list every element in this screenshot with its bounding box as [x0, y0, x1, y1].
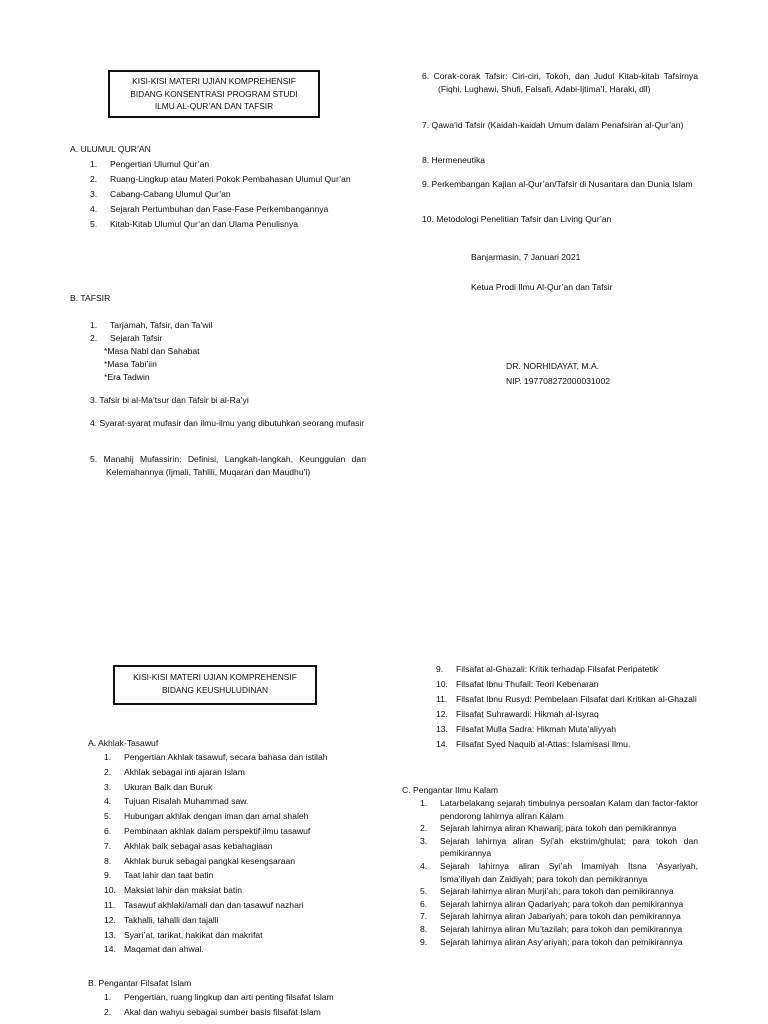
document-page-2 [0, 640, 768, 1024]
title-line: KISI-KISI MATERI UJIAN KOMPREHENSIF [132, 76, 296, 86]
section-b-filsafat-islam [88, 977, 368, 1019]
list-item: 4. Sejarah lahirnya aliran Syi’ah Imamiyah Itsna ‘Asyariyah, Isma’iliyah dan Zaidiyah; para tokoh dan pemikirannya [420, 860, 698, 884]
section-heading: B. Pengantar Filsafat Islam [88, 978, 192, 988]
list-item: 3. Cabang-Cabang Ulumul Qur’an [90, 189, 231, 199]
list-item: 2. Akal dan wahyu sebagai sumber basis filsafat Islam [104, 1006, 321, 1017]
akhlak-list [104, 751, 368, 956]
section-c-ilmu-kalam [402, 784, 698, 948]
list-item: 12. Filsafat Suhrawardi: Hikmah al-Isyraq [436, 709, 599, 719]
list-item: 10. Filsafat Ibnu Thufail: Teori Kebenaran [436, 679, 599, 689]
list-item: 6. Sejarah lahirnya aliran Qadariyah; para tokoh dan pemikirannya [420, 898, 684, 909]
section-b-tafsir [70, 292, 366, 384]
list-item: 14. Filsafat Syed Naquib al-Attas: Islamisasi Ilmu. [436, 739, 631, 749]
list-item: 1. Latarbelakang sejarah timbulnya persoalan Kalam dan factor-faktor pendorong lahirnya aliran Kalam [420, 798, 698, 821]
list-item: 10. Maksiat lahir dan maksiat batin [104, 885, 242, 896]
section-heading: C. Pengantar Ilmu Kalam [402, 785, 499, 795]
filsafat-list-continued [418, 663, 700, 751]
signatory-role: Ketua Prodi Ilmu Al-Qur’an dan Tafsir [471, 282, 613, 292]
signatory-name: DR. NORHIDAYAT, M.A. [506, 361, 600, 371]
list-item: 5. Hubungan akhlak dengan iman dan amal shaleh [104, 811, 309, 822]
list-item: 2. Akhlak sebagai inti ajaran Islam [104, 766, 245, 777]
list-item: 4. Tujuan Risalah Muhammad saw. [104, 796, 249, 807]
title-line: BIDANG KONSENTRASI PROGRAM STUDI [130, 88, 298, 99]
filsafat-list [104, 991, 368, 1019]
list-item: 1. Tarjamah, Tafsir, dan Ta’wil [90, 320, 213, 330]
section-a-akhlak-tasawuf [88, 737, 368, 956]
sub-item: *Masa Nabi dan Sahabat [104, 346, 200, 356]
section-heading: A. Akhlak-Tasawuf [88, 738, 159, 748]
tafsir-item-9: 9. Perkembangan Kajian al-Qur’an/Tafsir di Nusantara dan Dunia Islam [422, 179, 693, 189]
list-item: 5. Sejarah lahirnya aliran Murji’ah; para tokoh dan pemikirannya [420, 886, 674, 897]
tafsir-item-10: 10. Metodologi Penelitian Tafsir dan Living Qur’an [422, 214, 612, 224]
section-heading: A. ULUMUL QUR’AN [70, 144, 151, 154]
list-item: 3. Sejarah lahirnya aliran Syi’ah ekstrim/ghulat; para tokoh dan pemikirannya [420, 835, 698, 859]
list-item: 1. Pengertian, ruang lingkup dan arti penting filsafat Islam [104, 992, 334, 1002]
list-item: 1. Pengertian Ulumul Qur’an [90, 159, 210, 169]
list-item: 2. Sejarah Tafsir [90, 333, 163, 343]
tafsir-item-6: 6. Corak-corak Tafsir: Ciri-ciri, Tokoh, dan Judul Kitab-kitab Tafsirnya (Fiqhi, Lughawi, Shufi, Falsafi, Adabi-Ijtima’I, Haraki, dll) [422, 71, 698, 94]
list-item: 5. Kitab-Kitab Ulumul Qur’an dan Ulama Penulisnya [90, 219, 299, 229]
list-item: 8. Akhlak buruk sebagai pangkal kesengsaraan [104, 855, 296, 866]
list-item: 13. Syari’at, tarikat, hakikat dan makrifat [104, 929, 263, 940]
list-item: 2. Ruang-Lingkup atau Materi Pokok Pembahasan Ulumul Qur’an [90, 174, 351, 184]
list-item: 9. Sejarah lahirnya aliran Asy’ariyah; para tokoh dan pemikirannya [420, 936, 683, 947]
list-item: 2. Sejarah lahirnya aliran Khawarij; para tokoh dan pemikirannya [420, 823, 677, 834]
list-item: 7. Sejarah lahirnya aliran Jabariyah; para tokoh dan pemikirannya [420, 911, 681, 922]
page1-title-box [108, 70, 320, 118]
sub-item: *Masa Tabi’iin [104, 359, 157, 369]
list-item: 12. Takhalli, tahalli dan tajalli [104, 914, 219, 925]
tafsir-item-8: 8. Hermeneutika [422, 155, 486, 165]
title-line: KISI-KISI MATERI UJIAN KOMPREHENSIF [133, 672, 297, 682]
list-item: 6. Pembinaan akhlak dalam perspektif ilmu tasawuf [104, 825, 311, 836]
signatory-nip: NIP. 197708272000031002 [506, 376, 611, 386]
tafsir-item-5: 5. Manahij Mufassirin: Definisi, Langkah-langkah, Keunggulan dan Kelemahannya (Ijmali, Tahlili, Muqaran dan Maudhu’i) [90, 454, 366, 477]
section-heading: B. TAFSIR [70, 293, 111, 303]
sub-list [104, 345, 366, 384]
tafsir-item-7: 7. Qawa’id Tafsir (Kaidah-kaidah Umum dalam Penafsiran al-Qur’an) [422, 120, 684, 130]
tafsir-list [90, 319, 366, 345]
list-item: 11. Filsafat Ibnu Rusyd: Pembelaan Filsafat dari Kritikan al-Ghazali [436, 694, 697, 704]
list-item: 7. Akhlak baik sebagai asas kebahagiaan [104, 840, 273, 851]
list-item: 8. Sejarah lahirnya aliran Mu’tazilah; para tokoh dan pemikirannya [420, 923, 683, 934]
section-a-ulumul-quran [70, 143, 366, 231]
ulumul-list [90, 158, 366, 231]
tafsir-item-3: 3. Tafsir bi al-Ma’tsur dan Tafsir bi al-Ra’yi [90, 395, 249, 405]
place-date: Banjarmasin, 7 Januari 2021 [471, 252, 581, 262]
kalam-list [420, 797, 698, 948]
title-line: ILMU AL-QUR’AN DAN TAFSIR [154, 101, 274, 111]
page2-title-box [113, 665, 317, 705]
list-item: 3. Ukuran Baik dan Buruk [104, 781, 213, 792]
list-item: 13. Filsafat Mulla Sadra: Hikmah Muta’aliyyah [436, 724, 616, 734]
title-line: BIDANG KEUSHULUDINAN [161, 684, 269, 695]
list-item: 9. Filsafat al-Ghazali: Kritik terhadap Filsafat Peripatetik [436, 664, 659, 674]
list-item: 4. Sejarah Pertumbuhan dan Fase-Fase Perkembangannya [90, 204, 329, 214]
sub-item: *Era Tadwin [104, 372, 150, 382]
list-item: 14. Maqamat dan ahwal. [104, 944, 204, 955]
list-item: 9. Taat lahir dan taat batin [104, 870, 214, 881]
list-item: 1. Pengertian Akhlak tasawuf, secara bahasa dan istilah [104, 752, 328, 762]
list-item: 11. Tasawuf akhlaki/amali dan dan tasawuf nazhari [104, 899, 304, 910]
tafsir-item-4: 4. Syarat-syarat mufasir dan ilmu-ilmu yang dibutuhkan seorang mufasir [90, 418, 365, 428]
